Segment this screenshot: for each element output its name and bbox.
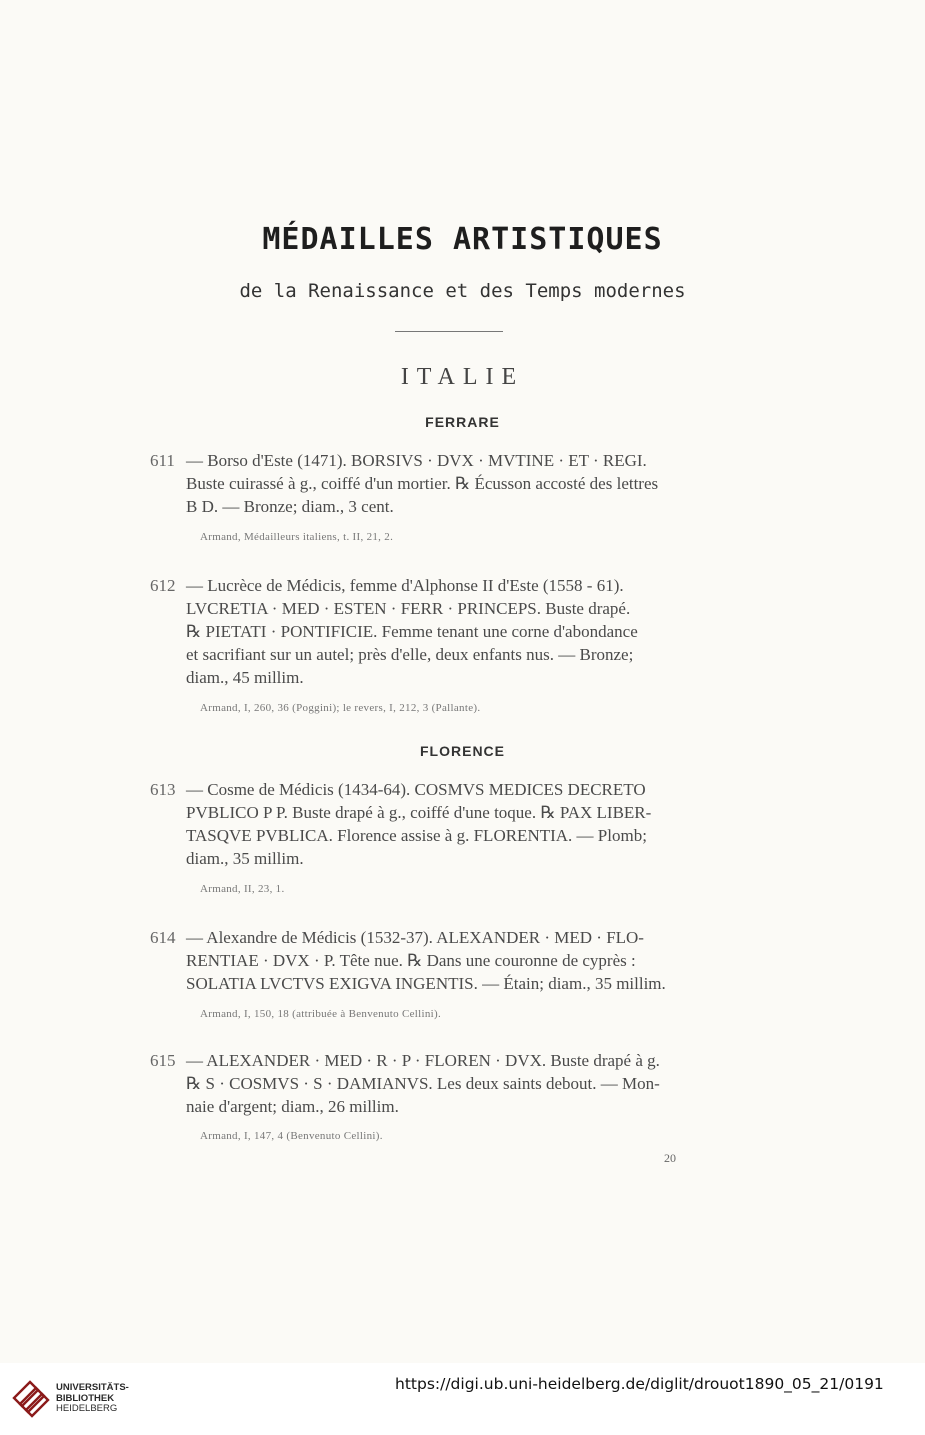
entry-line: — Alexandre de Médicis (1532-37). ALEXANDER · MED · FLO- — [186, 928, 644, 947]
library-logo-icon[interactable] — [10, 1376, 52, 1420]
entry-reference: Armand, II, 23, 1. — [200, 883, 285, 895]
page-number: 20 — [664, 1151, 676, 1165]
entry-reference: Armand, Médailleurs italiens, t. II, 21, 2. — [200, 531, 394, 543]
catalog-entry — [150, 926, 745, 995]
footer-bar — [0, 1363, 925, 1435]
entry-line: — ALEXANDER · MED · R · P · FLOREN · DVX. Buste drapé à g. — [186, 1051, 660, 1070]
entry-reference: Armand, I, 260, 36 (Poggini); le revers, I, 212, 3 (Pallante). — [200, 702, 481, 714]
entry-number: 612 — [150, 576, 176, 595]
entry-text — [186, 449, 745, 518]
catalog-entry — [150, 574, 745, 689]
catalog-entry — [150, 1049, 745, 1118]
title-divider — [395, 331, 503, 332]
library-name — [56, 1383, 129, 1415]
entry-line: B D. — Bronze; diam., 3 cent. — [186, 497, 394, 516]
permalink-url[interactable]: https://digi.ub.uni-heidelberg.de/diglit/drouot1890_05_21/0191 — [395, 1375, 884, 1393]
page-title: MÉDAILLES ARTISTIQUES — [262, 222, 663, 257]
entry-reference: Armand, I, 147, 4 (Benvenuto Cellini). — [200, 1130, 383, 1142]
entry-line: ℞ PIETATI · PONTIFICIE. Femme tenant une corne d'abondance — [186, 622, 638, 641]
entry-line: — Cosme de Médicis (1434-64). COSMVS MEDICES DECRETO — [186, 780, 646, 799]
entry-line: SOLATIA LVCTVS EXIGVA INGENTIS. — Étain; diam., 35 millim. — [186, 974, 666, 993]
entry-text — [186, 778, 745, 870]
country-heading: ITALIE — [400, 364, 525, 390]
catalog-entry — [150, 778, 745, 870]
entry-line: ℞ S · COSMVS · S · DAMIANVS. Les deux saints debout. — Mon- — [186, 1074, 660, 1093]
entry-text — [186, 574, 745, 689]
entry-reference: Armand, I, 150, 18 (attribuée à Benvenuto Cellini). — [200, 1008, 442, 1020]
entry-text — [186, 926, 745, 995]
entry-line: PVBLICO P P. Buste drapé à g., coiffé d'une toque. ℞ PAX LIBER- — [186, 803, 652, 822]
library-name-line: UNIVERSITÄTS- — [56, 1382, 129, 1393]
entry-line: diam., 35 millim. — [186, 849, 304, 868]
entry-line: LVCRETIA · MED · ESTEN · FERR · PRINCEPS. Buste drapé. — [186, 599, 631, 618]
page-subtitle: de la Renaissance et des Temps modernes — [239, 280, 686, 302]
entry-line: naie d'argent; diam., 26 millim. — [186, 1097, 399, 1116]
entry-line: Buste cuirassé à g., coiffé d'un mortier. ℞ Écusson accosté des lettres — [186, 474, 659, 493]
entry-line: diam., 45 millim. — [186, 668, 304, 687]
entry-number: 613 — [150, 780, 176, 799]
library-name-line: HEIDELBERG — [56, 1403, 118, 1414]
section-heading-ferrare: FERRARE — [425, 414, 500, 430]
entry-number: 611 — [150, 451, 175, 470]
entry-line: RENTIAE · DVX · P. Tête nue. ℞ Dans une couronne de cyprès : — [186, 951, 636, 970]
catalog-entry — [150, 449, 745, 518]
entry-line: et sacrifiant sur un autel; près d'elle, deux enfants nus. — Bronze; — [186, 645, 634, 664]
entry-line: — Lucrèce de Médicis, femme d'Alphonse II d'Este (1558 - 61). — [186, 576, 624, 595]
library-name-line: BIBLIOTHEK — [56, 1392, 115, 1404]
entry-text — [186, 1049, 745, 1118]
entry-line: — Borso d'Este (1471). BORSIVS · DVX · MVTINE · ET · REGI. — [186, 451, 647, 470]
section-heading-florence: FLORENCE — [420, 743, 505, 759]
entry-number: 614 — [150, 928, 176, 947]
entry-number: 615 — [150, 1051, 176, 1070]
entry-line: TASQVE PVBLICA. Florence assise à g. FLORENTIA. — Plomb; — [186, 826, 647, 845]
